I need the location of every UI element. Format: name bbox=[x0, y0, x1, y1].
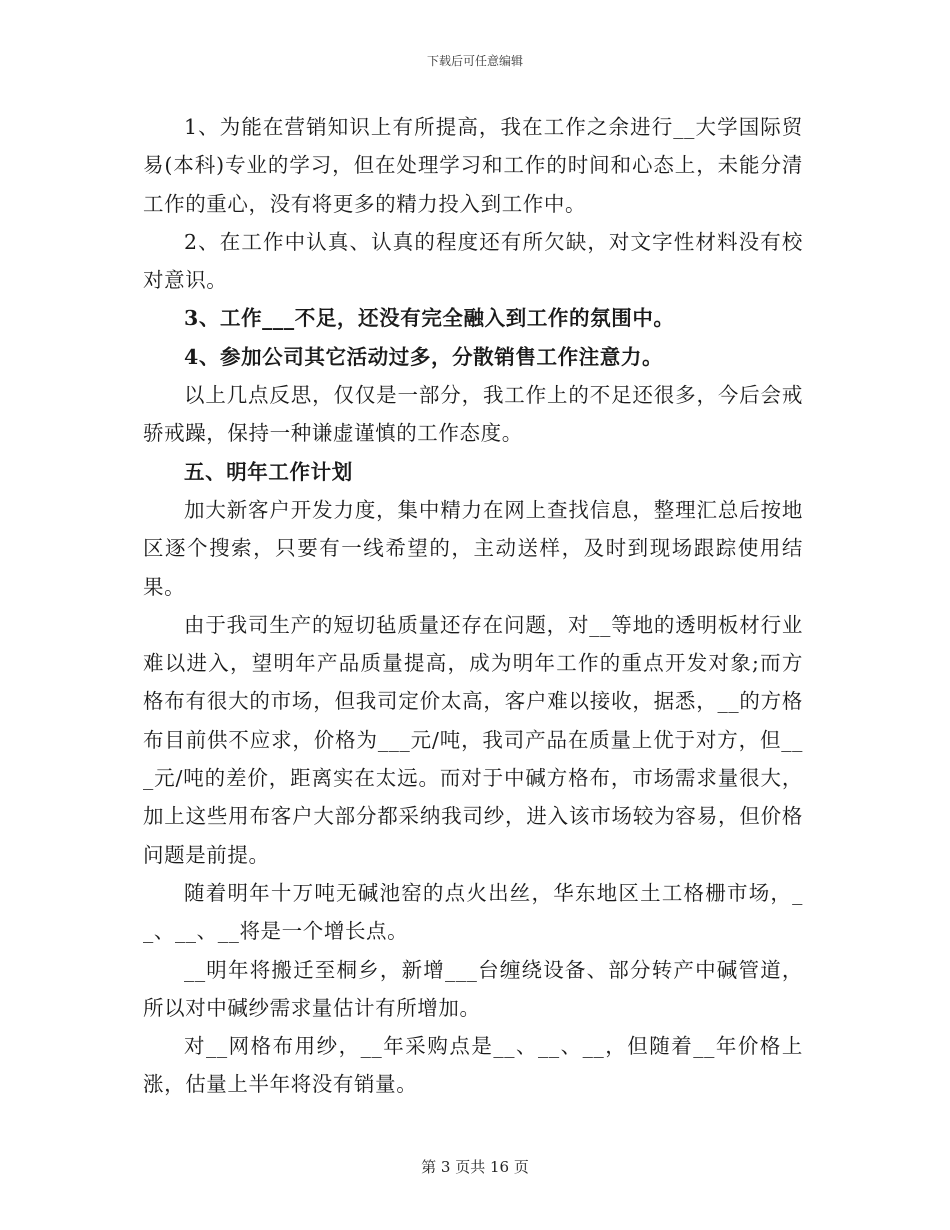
page-header: 下载后可任意编辑 bbox=[426, 54, 523, 68]
paragraph: 由于我司生产的短切毡质量还存在问题，对__等地的透明板材行业难以进入，望明年产品质量提高，成为明年工作的重点开发对象;而方格布有很大的市场，但我司定价太高，客户难以接收，据悉，__的方格布目前供不应求，价格为___元/吨，我司产品在质量上优于对方，但___元/吨的差价，距离实在太远。而对于中碱方格布，市场需求量很大，加上这些用布客户大部分都采纳我司纱，进入该市场较为容易，但价格问题是前提。 bbox=[143, 612, 803, 867]
page-number: 第 3 页共 16 页 bbox=[421, 1158, 529, 1176]
document-body bbox=[143, 108, 803, 1104]
paragraph: 对__网格布用纱，__年采购点是__、__、__，但随着__年价格上涨，估量上半年将没有销量。 bbox=[143, 1034, 803, 1097]
paragraph: 以上几点反思，仅仅是一部分，我工作上的不足还很多，今后会戒骄戒躁，保持一种谦虚谨慎的工作态度。 bbox=[143, 383, 803, 446]
paragraph: __明年将搬迁至桐乡，新增___台缠绕设备、部分转产中碱管道，所以对中碱纱需求量估计有所增加。 bbox=[143, 957, 803, 1020]
paragraph: 2、在工作中认真、认真的程度还有所欠缺，对文字性材料没有校对意识。 bbox=[143, 229, 803, 293]
paragraph: 加大新客户开发力度，集中精力在网上查找信息，整理汇总后按地区逐个搜索，只要有一线希望的，主动送样，及时到现场跟踪使用结果。 bbox=[143, 497, 803, 599]
paragraph-bold: 3、工作___不足，还没有完全融入到工作的氛围中。 bbox=[184, 306, 675, 331]
paragraph: 1、为能在营销知识上有所提高，我在工作之余进行__大学国际贸易(本科)专业的学习，但在处理学习和工作的时间和心态上，未能分清工作的重心，没有将更多的精力投入到工作中。 bbox=[143, 115, 803, 216]
paragraph-bold: 4、参加公司其它活动过多，分散销售工作注意力。 bbox=[184, 344, 664, 369]
section-heading: 五、明年工作计划 bbox=[184, 459, 353, 484]
paragraph: 随着明年十万吨无碱池窑的点火出丝，华东地区土工格栅市场，__、__、__将是一个增长点。 bbox=[143, 880, 803, 944]
